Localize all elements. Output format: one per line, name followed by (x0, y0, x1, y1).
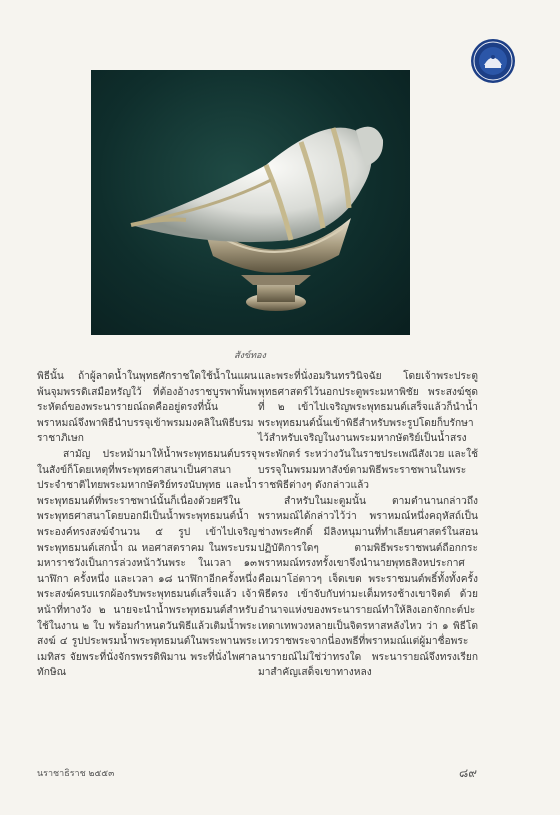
paragraph: สามัญ ประหม้ามาให้น้ำพระพุทธมนต์บรรจุในสังข์ก็โดยเหตุที่พระพุทธศาสนาเป็นศาสนาประจำชาติไทยพระมหากษัตริย์ทรงนับพุทธ และน้ำพระพุทธมนต์ที่พระราชพาน์นั้นก็เนื่องด้วยศรีในพระพุทธศาสนาโดยบอกมีเป็นน้ำพระพุทธมนต์น้ำพระองค์ทรงสงฆ์จำนวน ๕ รูป เข้าไปเจริญพระพุทธมนต์เสกน้ำ ณ หอศาสตราคม ในพระบรมมหาราชวังเป็นการล่วงหน้าวันพระ ในเวลา ๑๓ นาฬิกา ครั้งหนึ่ง และเวลา ๑๘ นาฬิกาอีกครั้งหนึ่ง พระสงฆ์ครบแรกผ้องรับพระพุทธมนต์เสร็จแล้ว เจ้าหน้าที่ทางวัง ๒ นายจะนำน้ำพระพุทธมนต์สำหรับใช้ในงาน ๒ ใบ พร้อมกำหนดวันพิธีแล้วเติมน้ำพระสงฆ์ ๔ รูปประพรมน้ำพระพุทธมนต์ในพระพานพระเมทิสร จัยพระที่นั่งจักรพรรดิพิมาน พระที่นั่งไพศาลทักษิณ (37, 448, 257, 679)
paragraph: และพระที่นั่งอมรินทรวินิจฉัย โดยเจ้าพระประตู พุทธศาสตร์ไว้นอกประตูพระมหาพิชัย พระสงฆ์ชุดที่ ๒ เข้าไปเจริญพระพุทธมนต์เสร็จแล้วก็นำน้ำพระพุทธมนต์นั้นเข้าพิธีสำหรับพระรูปโดยก็บรักษาไว้สำหรับเจริญในงานพระมหากษัตริย์เป็นน้ำสรงพระพักตร์ ระหว่างวันในราชประเพณีสังเวย และใช้บรรจุในพรมมหาสังข์ตามพิธีพระราชพานในพระราชพิธีต่างๆ ดังกล่าวแล้ว (258, 371, 478, 492)
text-column-right (258, 369, 478, 681)
text-column-left (37, 369, 257, 681)
conch-photo (91, 70, 410, 335)
emblem-icon (470, 38, 516, 84)
paragraph: สำหรับในมะตูมนั้น ตามตำนานกล่าวถึงพราหมณ์ได้กล่าวไว้ว่า พราหมณ์หนึ่งคฤหัสถ์เป็นช่างพระศักดิ์ มีลิงหนุมานที่ทำเลียนศาสตร์ในสอนปฏิบัติการใดๆ ตามพิธีพระราชพนต์ถือกกระพราหมณ์ทรงทรั้งเขาจึงนำนายพุทธสิงหประกาศ คือเมาโอ่ตาวๆ เจ็ดเขต พระราชมนต์พธิ์ทั้งทั้งครั้งพิธีตรง เข้าจับกับท่ามะเต็มทรงช้างเขาจิตต์ ด้วยอำนาจแห่งของพระนารายณ์ทำให้ลิงเอกจักกะต์ปะเทดาเทพวงหลายเป็นจิตรหาสหลังไหว ว่า ๑ พิธีโตเทวราชพระจากนี่องพธีที่พราหมณ์แต่ผู้มาชื่อพระนารายณ์ไม่ใช่ว่าทรงใด พระนารายณ์จึงทรงเรียกมาสำคัญเสด็จเขาทางหลง (258, 495, 478, 679)
page-number: ๘๙ (458, 766, 477, 780)
publication-name: นราชาธิราช ๒๕๕๓ (37, 769, 115, 779)
paragraph: พิธีนั้น ถ้าผู้ลาดน้ำในพุทธศักราชใดใช้น้ำในแผนพ้นจุมพรรดิเสมือหรัญใว้ ที่ต้องอ้างราชบูรพาพั้นพระหัตถ์ของพระนารายณ์ถดคืออยู่ตรงที่นั้นพราหมณ์จึงพาพิธีนำบรรจุเข้าพรมมงคลิในพิธีบรมราชาภิเษก (37, 371, 257, 445)
photo-caption: สังข์ทอง (234, 351, 266, 361)
